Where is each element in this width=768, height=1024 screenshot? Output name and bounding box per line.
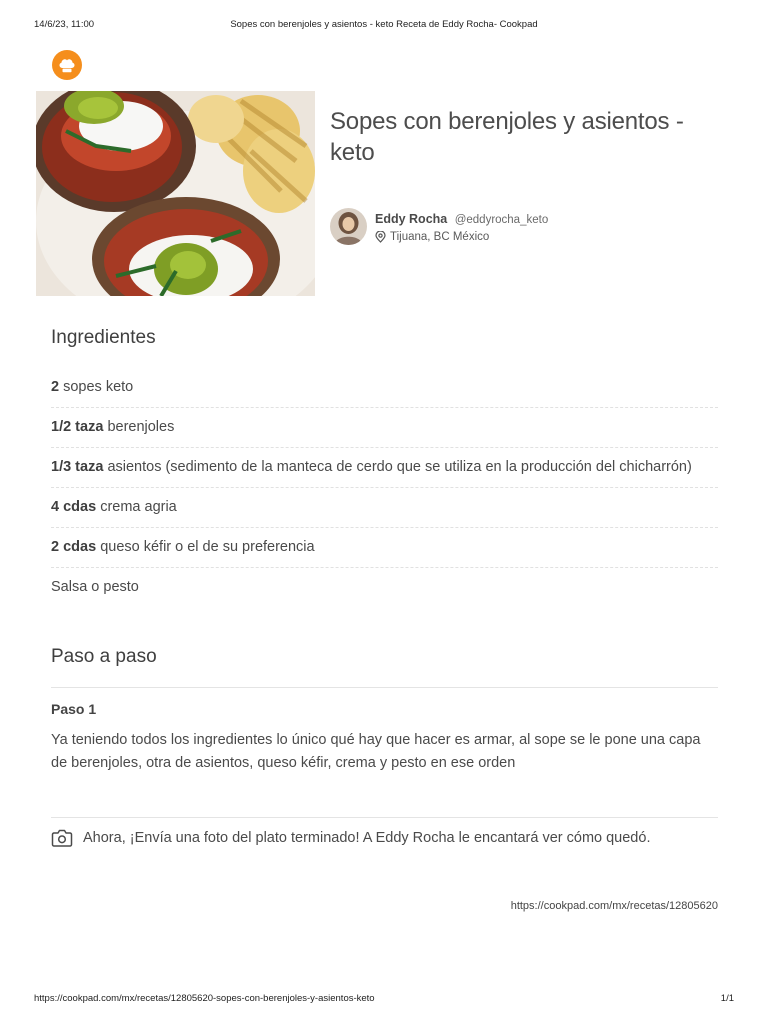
- ingredient-item: [51, 568, 718, 607]
- ingredient-list: [51, 368, 718, 607]
- step-label: Paso 1: [51, 701, 97, 717]
- ingredient-text: berenjoles: [107, 419, 175, 435]
- step-text: Ya teniendo todos los ingredientes lo único qué hay que hacer es armar, al sope se le pone una capa de berenjoles, otra de asientos, queso kéfir, crema y pesto en ese orden: [51, 732, 701, 771]
- ingredient-qty: 2 cdas: [51, 539, 97, 555]
- author-handle: @eddyrocha_keto: [454, 214, 549, 226]
- steps-heading: Paso a paso: [51, 646, 157, 667]
- ingredient-item: [51, 448, 718, 488]
- ingredient-qty: 2: [51, 379, 60, 395]
- print-page-number: 1/1: [720, 993, 734, 1004]
- ingredient-text: crema agria: [100, 499, 177, 515]
- print-datetime: 14/6/23, 11:00: [34, 19, 95, 30]
- author-block[interactable]: [330, 208, 548, 245]
- ingredient-item: [51, 368, 718, 408]
- ingredient-text: asientos (sedimento de la manteca de cerdo que se utiliza en la producción del chicharrón): [107, 459, 692, 475]
- ingredient-item: [51, 528, 718, 568]
- send-photo-cta[interactable]: [51, 828, 650, 848]
- chef-hat-icon: [57, 55, 77, 75]
- cookpad-logo[interactable]: [52, 50, 82, 80]
- recipe-photo: [36, 91, 315, 296]
- location-pin-icon: [375, 231, 386, 243]
- author-location-text: Tijuana, BC México: [390, 231, 490, 243]
- ingredient-qty: 4 cdas: [51, 499, 97, 515]
- divider: [51, 817, 718, 818]
- ingredient-text: Salsa o pesto: [51, 579, 139, 595]
- print-footer: [34, 993, 734, 1004]
- ingredient-qty: 1/2 taza: [51, 419, 104, 435]
- avatar[interactable]: [330, 208, 367, 245]
- ingredient-item: [51, 488, 718, 528]
- author-location: [375, 231, 548, 243]
- print-header: [34, 19, 734, 30]
- recipe-title: Sopes con berenjoles y asientos - keto: [330, 108, 684, 166]
- camera-icon: [51, 828, 73, 848]
- ingredient-text: sopes keto: [63, 379, 134, 395]
- divider: [51, 687, 718, 688]
- ingredient-text: queso kéfir o el de su preferencia: [100, 539, 315, 555]
- author-name[interactable]: Eddy Rocha: [375, 212, 448, 226]
- ingredients-heading: Ingredientes: [51, 327, 156, 348]
- print-url: https://cookpad.com/mx/recetas/12805620-sopes-con-berenjoles-y-asientos-keto: [34, 993, 375, 1004]
- ingredient-item: [51, 408, 718, 448]
- author-info: [375, 210, 548, 243]
- ingredient-qty: 1/3 taza: [51, 459, 104, 475]
- cta-text: Ahora, ¡Envía una foto del plato terminado! A Eddy Rocha le encantará ver cómo quedó.: [83, 830, 651, 846]
- print-page-title: Sopes con berenjoles y asientos - keto Receta de Eddy Rocha- Cookpad: [230, 19, 538, 30]
- source-url[interactable]: https://cookpad.com/mx/recetas/12805620: [510, 900, 718, 912]
